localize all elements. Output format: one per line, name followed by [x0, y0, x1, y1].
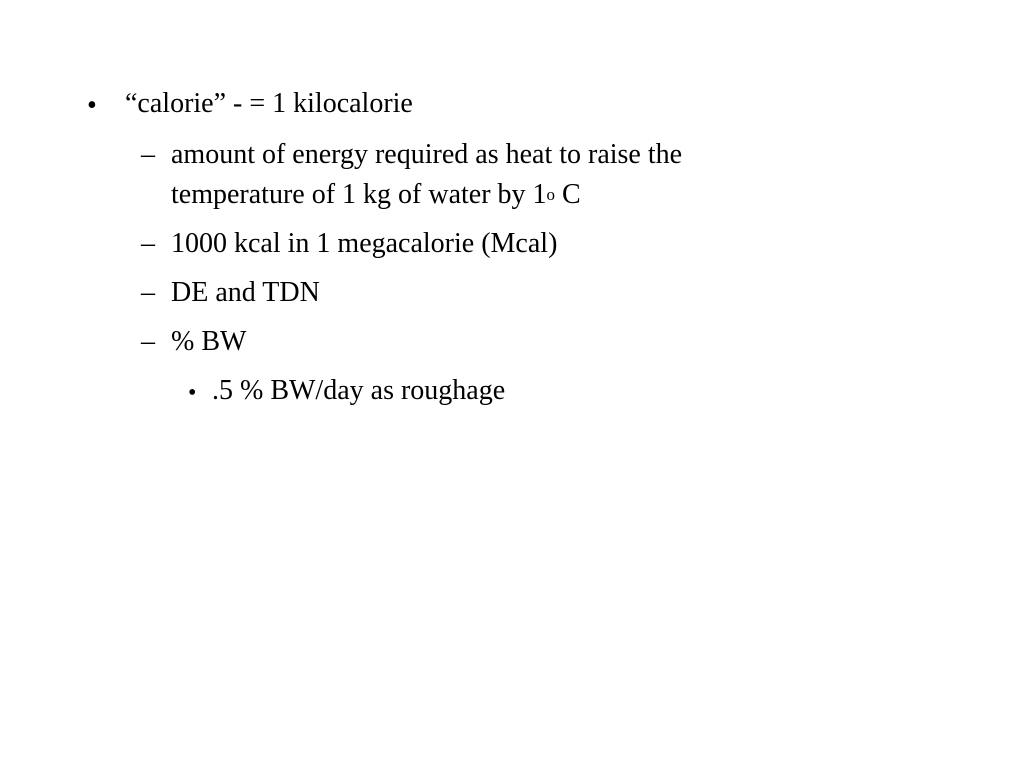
subitem-roughage: .5 % BW/day as roughage: [212, 375, 506, 406]
dash-marker: –: [141, 326, 155, 357]
dash-marker: –: [141, 139, 155, 170]
bullet-text-calorie: “calorie” - = 1 kilocalorie: [125, 88, 413, 119]
degree-superscript: o: [546, 185, 556, 204]
dash-marker: –: [141, 277, 155, 308]
subitem-percent-bw: % BW: [171, 326, 247, 357]
dash-marker: –: [141, 228, 155, 259]
subitem-mcal: 1000 kcal in 1 megacalorie (Mcal): [171, 228, 558, 259]
definition-line2-main: temperature of 1 kg of water by 1: [171, 179, 547, 210]
subitem-definition-line2: [171, 175, 581, 218]
subitem-de-tdn: DE and TDN: [171, 277, 320, 308]
sub-bullet-marker: •: [188, 380, 197, 406]
subitem-definition-line1: amount of energy required as heat to raise the: [171, 139, 683, 170]
definition-line2-end: C: [555, 179, 581, 210]
bullet-marker: •: [87, 90, 97, 121]
